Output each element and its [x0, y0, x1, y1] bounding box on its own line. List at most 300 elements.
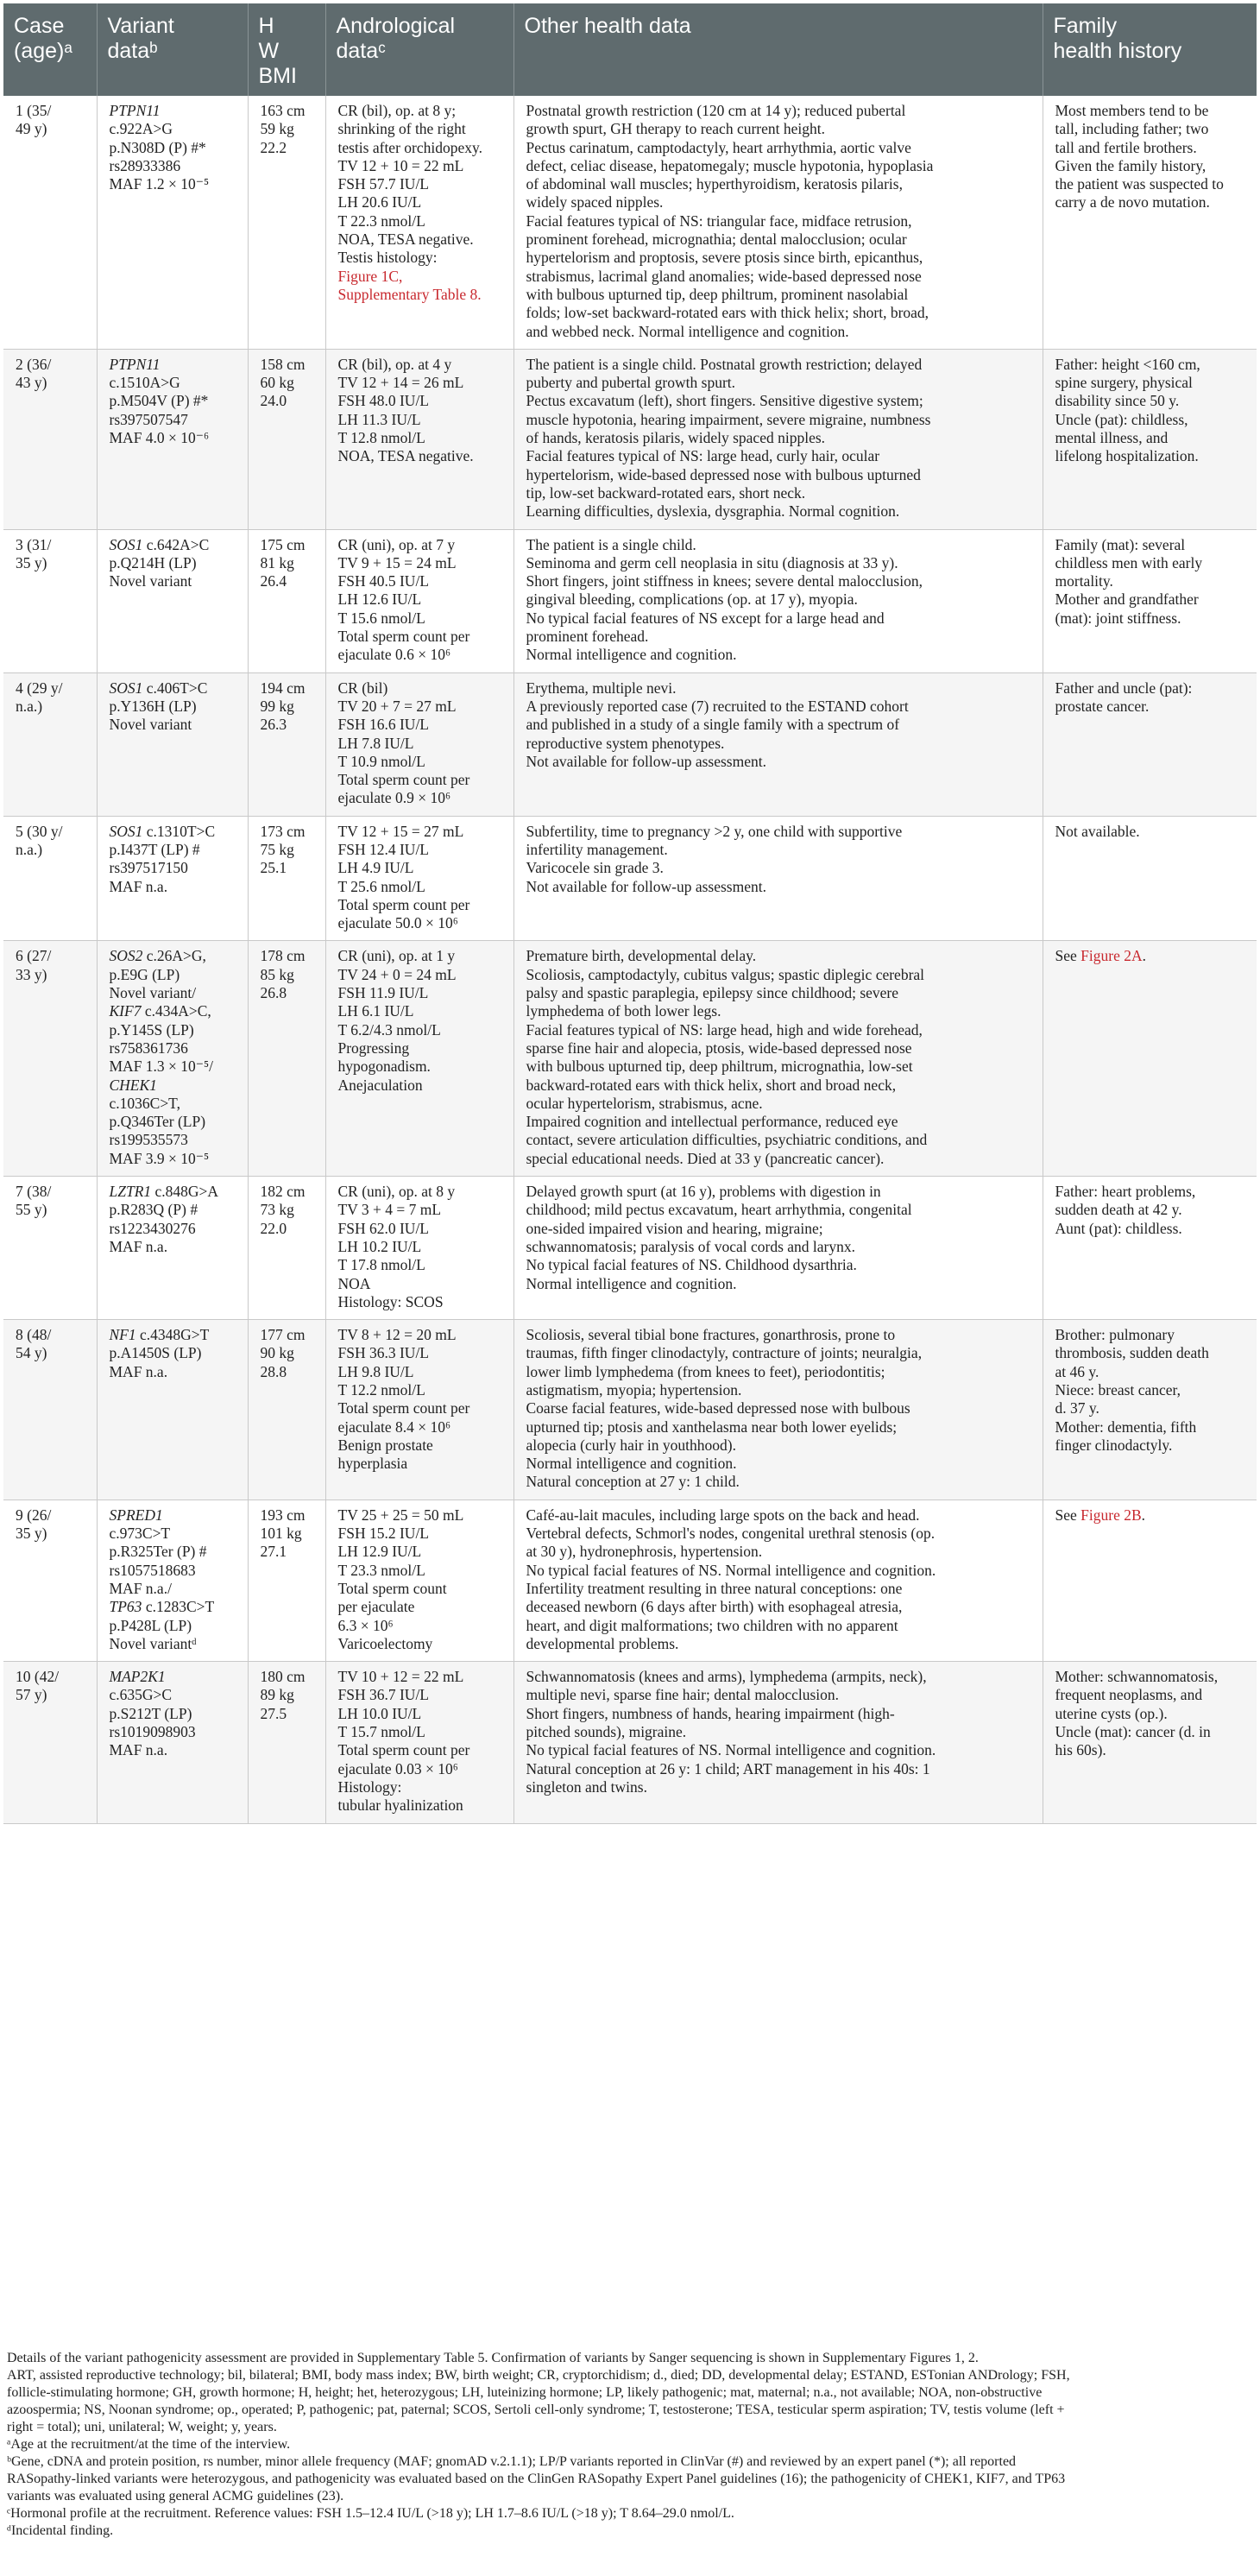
reference-link[interactable]: Supplementary Table 8. [337, 285, 482, 303]
cell-line: TV 25 + 25 = 50 mL [337, 1506, 464, 1524]
cell-andro [325, 1177, 513, 1320]
cell-line: ejaculate 50.0 × 10⁶ [337, 914, 458, 932]
cell-line: puberty and pubertal growth spurt. [526, 374, 736, 392]
cell-line: FSH 62.0 IU/L [337, 1219, 429, 1237]
cell-family [1043, 529, 1257, 672]
cell-line: NOA, TESA negative. [337, 447, 474, 465]
cell-line: disability since 50 y. [1055, 392, 1180, 410]
cell-line: astigmatism, myopia; hypertension. [526, 1381, 742, 1398]
cell-line: Coarse facial features, wide-based depressed nose with bulbous [526, 1399, 910, 1417]
cell-line: p.A1450S (LP) [109, 1344, 202, 1362]
cell-line: ejaculate 0.03 × 10⁶ [337, 1759, 458, 1777]
header-line: dataᶜ [336, 39, 387, 63]
cell-line: SOS1 c.642A>C [109, 535, 210, 553]
cell-case [3, 349, 97, 529]
footnote-line: ᵃAge at the recruitment/at the time of the interview. [7, 2437, 291, 2452]
cell-line: 33 y) [16, 965, 47, 983]
cell-line: TV 12 + 14 = 26 mL [337, 374, 464, 392]
cell-line: Progressing [337, 1039, 410, 1057]
cell-line: Natural conception at 27 y: 1 child. [526, 1473, 740, 1491]
table-row [3, 1177, 1257, 1320]
cell-line: 182 cm [260, 1183, 306, 1201]
cell-family [1043, 1177, 1257, 1320]
cell-line: 57 y) [16, 1686, 47, 1704]
cell-line: 73 kg [260, 1201, 294, 1219]
cell-line: 175 cm [260, 535, 306, 553]
cell-andro [325, 941, 513, 1177]
cell-line: Total sperm count per [337, 1399, 470, 1417]
cell-line: backward-rotated ears with thick helix, short and broad neck, [526, 1076, 897, 1094]
cell-line: Novel variantᵈ [109, 1634, 197, 1652]
cell-line: hypertelorism, wide-based depressed nose with bulbous upturned [526, 465, 921, 483]
header-line: health history [1053, 39, 1182, 63]
cell-line: heart, and digit malformations; two children with no apparent [526, 1616, 898, 1634]
table-row [3, 1320, 1257, 1500]
reference-link[interactable]: Figure 1C, [337, 267, 403, 285]
cell-line: SOS2 c.26A>G, [109, 947, 206, 965]
cell-line: Vertebral defects, Schmorl's nodes, congenital urethral stenosis (op. [526, 1525, 936, 1543]
cell-andro [325, 529, 513, 672]
cell-line: traumas, fifth finger clinodactyly, contracture of joints; neuralgia, [526, 1344, 923, 1362]
cell-line: sparse fine hair and alopecia, ptosis, wide-based depressed nose [526, 1039, 912, 1057]
footnote-line: right = total); uni, unilateral; W, weight; y, years. [7, 2420, 277, 2434]
cell-line: Novel variant/ [109, 984, 197, 1002]
header-case [3, 3, 97, 96]
cell-line: T 12.8 nmol/L [337, 429, 425, 447]
cell-variant [97, 529, 248, 672]
cell-family [1043, 96, 1257, 349]
cell-line: Anejaculation [337, 1076, 423, 1094]
cell-line: 35 y) [16, 1525, 47, 1543]
cell-line: FSH 12.4 IU/L [337, 840, 429, 858]
cell-line: hypogonadism. [337, 1058, 431, 1076]
cell-line: Café-au-lait macules, including large spots on the back and head. [526, 1506, 920, 1524]
cell-line: pitched sounds), migraine. [526, 1723, 687, 1741]
cell-line: 55 y) [16, 1201, 47, 1219]
cell-line: ejaculate 0.6 × 10⁶ [337, 646, 451, 664]
cell-family [1043, 941, 1257, 1177]
cell-line: MAF n.a. [109, 1741, 168, 1759]
cell-line: CR (uni), op. at 7 y [337, 535, 456, 553]
cell-andro [325, 816, 513, 941]
cell-line: rs1057518683 [109, 1561, 196, 1579]
clinical-table [3, 3, 1257, 1824]
cell-family [1043, 1320, 1257, 1500]
cell-line: growth spurt, GH therapy to reach current height. [526, 120, 825, 138]
cell-line: TV 12 + 15 = 27 mL [337, 822, 464, 840]
cell-line: Total sperm count per [337, 771, 470, 789]
cell-line: Benign prostate [337, 1436, 433, 1454]
cell-line: No typical facial features of NS. Normal intelligence and cognition. [526, 1561, 936, 1579]
cell-line: Pectus carinatum, camptodactyly, heart arrhythmia, aortic valve [526, 138, 911, 156]
cell-line: c.922A>G [109, 120, 173, 138]
cell-line: SOS1 c.1310T>C [109, 822, 216, 840]
cell-line: No typical facial features of NS. Normal intelligence and cognition. [526, 1741, 936, 1759]
cell-line: testis after orchidopexy. [337, 138, 482, 156]
cell-line: PTPN11 [109, 102, 161, 119]
cell-line: uterine cysts (op.). [1055, 1704, 1168, 1722]
cell-line: Not available for follow-up assessment. [526, 752, 766, 770]
cell-line: 4 (29 y/ [16, 679, 63, 697]
cell-hwbmi [248, 96, 325, 349]
cell-line: LH 20.6 IU/L [337, 193, 422, 212]
cell-line: 25.1 [260, 859, 287, 877]
figure-link[interactable]: Figure 2B [1080, 1506, 1142, 1524]
header-line: Variant [107, 14, 174, 38]
cell-other [513, 529, 1043, 672]
cell-andro [325, 1320, 513, 1500]
cell-hwbmi [248, 672, 325, 816]
footnote-line: Details of the variant pathogenicity assessment are provided in Supplementary Table 5. Confirmation of variants by Sanger sequencing is shown in Supplementary Figures 1, 2. [7, 2351, 979, 2365]
cell-line: Total sperm count [337, 1579, 447, 1597]
footnote-line: ᵇGene, cDNA and protein position, rs number, minor allele frequency (MAF; gnomAD v.2.1.1); LP/P variants reported in ClinVar (#) and reviewed by an expert panel (*); all reported [7, 2454, 1017, 2469]
footnote-line: variants was evaluated using general ACMG guidelines (23). [7, 2489, 344, 2503]
cell-line: Delayed growth spurt (at 16 y), problems with digestion in [526, 1183, 881, 1201]
cell-line: MAF n.a. [109, 1237, 168, 1255]
cell-line: Subfertility, time to pregnancy >2 y, one child with supportive [526, 822, 903, 840]
cell-hwbmi [248, 529, 325, 672]
cell-line: with bulbous upturned tip, deep philtrum, prominent nasolabial [526, 285, 909, 303]
cell-line: T 15.7 nmol/L [337, 1723, 425, 1741]
cell-line: 27.5 [260, 1704, 287, 1722]
cell-line: Learning difficulties, dyslexia, dysgraphia. Normal cognition. [526, 502, 900, 521]
cell-line: CR (uni), op. at 8 y [337, 1183, 456, 1201]
cell-line: rs1223430276 [109, 1219, 196, 1237]
cell-line: Short fingers, numbness of hands, hearing impairment (high- [526, 1704, 895, 1722]
cell-other [513, 672, 1043, 816]
cell-case [3, 672, 97, 816]
cell-line: of hands, keratosis pilaris, widely spaced nipples. [526, 429, 826, 447]
cell-line: p.Q214H (LP) [109, 553, 197, 571]
cell-line: alopecia (curly hair in youthhood). [526, 1436, 736, 1454]
cell-line: rs758361736 [109, 1039, 188, 1057]
cell-line: Novel variant [109, 572, 192, 590]
cell-line: 24.0 [260, 392, 287, 410]
header-line: Andrological [336, 14, 456, 38]
cell-line: 35 y) [16, 553, 47, 571]
cell-line: 6.3 × 10⁶ [337, 1616, 394, 1634]
cell-line: Varicocele sin grade 3. [526, 859, 664, 877]
cell-line: schwannomatosis; paralysis of vocal cords and larynx. [526, 1237, 856, 1255]
cell-line: CHEK1 [109, 1076, 157, 1094]
cell-line: Normal intelligence and cognition. [526, 1455, 737, 1473]
cell-family [1043, 349, 1257, 529]
cell-case [3, 941, 97, 1177]
cell-line: T 6.2/4.3 nmol/L [337, 1020, 441, 1039]
cell-line: CR (uni), op. at 1 y [337, 947, 456, 965]
table-header-row [3, 3, 1257, 96]
cell-family [1043, 672, 1257, 816]
cell-case [3, 1320, 97, 1500]
cell-line: n.a.) [16, 697, 43, 715]
cell-line: mental illness, and [1055, 429, 1169, 447]
cell-line: MAF 3.9 × 10⁻⁵ [109, 1149, 210, 1167]
cell-family [1043, 1662, 1257, 1823]
figure-link[interactable]: Figure 2A [1080, 947, 1143, 965]
cell-andro [325, 1662, 513, 1823]
cell-line: MAF n.a. [109, 1362, 168, 1380]
cell-line: p.Y136H (LP) [109, 697, 197, 715]
cell-line: CR (bil) [337, 679, 388, 697]
cell-line: T 10.9 nmol/L [337, 752, 425, 770]
cell-line: Mother: schwannomatosis, [1055, 1668, 1219, 1686]
cell-line: FSH 57.7 IU/L [337, 175, 429, 193]
cell-line: Mother and grandfather [1055, 590, 1199, 609]
footnote-line: RASopathy-linked variants were heterozygous, and pathogenicity was evaluated based on the ClinGen RASopathy Expert Panel guidelines (16); the pathogenicity of CHEK1, KIF7, and TP63 [7, 2472, 1066, 2486]
cell-line: p.S212T (LP) [109, 1704, 192, 1722]
cell-line: 180 cm [260, 1668, 306, 1686]
cell-hwbmi [248, 816, 325, 941]
cell-line: 193 cm [260, 1506, 306, 1524]
cell-line: MAF 1.2 × 10⁻⁵ [109, 175, 210, 193]
cell-line: upturned tip; ptosis and xanthelasma near both lower eyelids; [526, 1417, 898, 1436]
cell-line: Normal intelligence and cognition. [526, 646, 737, 664]
footnote-line: ᶜHormonal profile at the recruitment. Reference values: FSH 1.5–12.4 IU/L (>18 y); LH 1.7–8.6 IU/L (>18 y); T 8.64–29.0 nmol/L. [7, 2506, 734, 2521]
cell-variant [97, 96, 248, 349]
cell-line: No typical facial features of NS. Childhood dysarthria. [526, 1256, 857, 1274]
cell-line: Scoliosis, several tibial bone fractures, gonarthrosis, prone to [526, 1326, 896, 1344]
cell-line: c.1036C>T, [109, 1094, 180, 1112]
cell-line: FSH 48.0 IU/L [337, 392, 429, 410]
cell-line: prominent forehead, micrognathia; dental malocclusion; ocular [526, 230, 907, 249]
cell-hwbmi [248, 1177, 325, 1320]
header-line: (age)ᵃ [14, 39, 72, 63]
cell-line: Total sperm count per [337, 895, 470, 913]
cell-line: Family (mat): several [1055, 535, 1186, 553]
cell-line: SPRED1 [109, 1506, 163, 1524]
cell-hwbmi [248, 1320, 325, 1500]
cell-line: MAF 4.0 × 10⁻⁶ [109, 429, 210, 447]
cell-andro [325, 96, 513, 349]
header-line: Family [1053, 14, 1118, 38]
table-body [3, 96, 1257, 1823]
footnote-line: follicle-stimulating hormone; GH, growth hormone; H, height; het, heterozygous; LH, luteinizing hormone; LP, likely pathogenic; mat, maternal; n.a., not available; NOA, non-obstructive [7, 2385, 1043, 2400]
cell-line: A previously reported case (7) recruited to the ESTAND cohort [526, 697, 909, 715]
cell-line: developmental problems. [526, 1634, 679, 1652]
cell-line: his 60s). [1055, 1741, 1106, 1759]
cell-line: p.R283Q (P) # [109, 1201, 198, 1219]
cell-line: KIF7 c.434A>C, [109, 1002, 211, 1020]
cell-line: TP63 c.1283C>T [109, 1598, 215, 1616]
cell-line: p.R325Ter (P) # [109, 1543, 207, 1561]
cell-line: Premature birth, developmental delay. [526, 947, 757, 965]
cell-hwbmi [248, 941, 325, 1177]
cell-variant [97, 816, 248, 941]
cell-line: Erythema, multiple nevi. [526, 679, 677, 697]
cell-line: p.Q346Ter (LP) [109, 1113, 206, 1131]
cell-line: 28.8 [260, 1362, 287, 1380]
cell-line: Infertility treatment resulting in three natural conceptions: one [526, 1579, 903, 1597]
cell-line: 7 (38/ [16, 1183, 52, 1201]
cell-variant [97, 349, 248, 529]
cell-andro [325, 672, 513, 816]
cell-line: Father and uncle (pat): [1055, 679, 1193, 697]
cell-line: (mat): joint stiffness. [1055, 609, 1181, 627]
cell-line: sudden death at 42 y. [1055, 1201, 1182, 1219]
cell-line: Scoliosis, camptodactyly, cubitus valgus; spastic diplegic cerebral [526, 965, 925, 983]
cell-line: d. 37 y. [1055, 1399, 1099, 1417]
cell-family [1043, 1500, 1257, 1661]
cell-line: 177 cm [260, 1326, 306, 1344]
cell-line: TV 24 + 0 = 24 mL [337, 965, 457, 983]
cell-line: 173 cm [260, 822, 306, 840]
cell-line: 2 (36/ [16, 355, 52, 373]
cell-line: childhood; mild pectus excavatum, heart arrhythmia, congenital [526, 1201, 912, 1219]
cell-line: p.I437T (LP) # [109, 840, 200, 858]
cell-line: Uncle (pat): childless, [1055, 410, 1188, 428]
cell-line: 49 y) [16, 120, 47, 138]
cell-other [513, 1177, 1043, 1320]
cell-line: FSH 11.9 IU/L [337, 984, 429, 1002]
cell-hwbmi [248, 1662, 325, 1823]
cell-line: Short fingers, joint stiffness in knees; severe dental malocclusion, [526, 572, 923, 590]
cell-line: Histology: [337, 1777, 402, 1796]
cell-line: LH 4.9 IU/L [337, 859, 414, 877]
cell-line: LH 6.1 IU/L [337, 1002, 414, 1020]
table-row [3, 1662, 1257, 1823]
table-row [3, 672, 1257, 816]
cell-hwbmi [248, 349, 325, 529]
cell-hwbmi [248, 1500, 325, 1661]
cell-line: rs1019098903 [109, 1723, 196, 1741]
cell-line: p.E9G (LP) [109, 965, 180, 983]
cell-line: p.N308D (P) #* [109, 138, 206, 156]
header-other [513, 3, 1043, 96]
cell-line: T 15.6 nmol/L [337, 609, 425, 627]
cell-line: finger clinodactyly. [1055, 1436, 1173, 1454]
cell-case [3, 96, 97, 349]
cell-line: carry a de novo mutation. [1055, 193, 1210, 212]
cell-line: ejaculate 0.9 × 10⁶ [337, 789, 451, 807]
cell-line: per ejaculate [337, 1598, 415, 1616]
header-line: dataᵇ [107, 39, 158, 63]
cell-line: 3 (31/ [16, 535, 52, 553]
cell-line: rs28933386 [109, 156, 181, 174]
cell-line: 54 y) [16, 1344, 47, 1362]
cell-line: FSH 36.3 IU/L [337, 1344, 429, 1362]
cell-case [3, 1662, 97, 1823]
cell-line: LZTR1 c.848G>A [109, 1183, 219, 1201]
cell-line: LH 7.8 IU/L [337, 734, 414, 752]
cell-line: 89 kg [260, 1686, 294, 1704]
cell-line: PTPN11 [109, 355, 161, 373]
cell-line: TV 12 + 10 = 22 mL [337, 156, 464, 174]
header-line: H [258, 14, 274, 38]
cell-line: tall and fertile brothers. [1055, 138, 1197, 156]
cell-line: LH 11.3 IU/L [337, 410, 421, 428]
cell-line: 85 kg [260, 965, 294, 983]
cell-line: ejaculate 8.4 × 10⁶ [337, 1417, 451, 1436]
table-footnotes [7, 2350, 1255, 2540]
cell-line: strabismus, lacrimal gland anomalies; wide-based depressed nose [526, 267, 922, 285]
header-line: BMI [258, 64, 297, 88]
footnote-line: ᵈIncidental finding. [7, 2523, 114, 2538]
cell-line: NOA, TESA negative. [337, 230, 474, 249]
cell-line: reproductive system phenotypes. [526, 734, 725, 752]
cell-line: childless men with early [1055, 553, 1203, 571]
cell-family [1043, 816, 1257, 941]
cell-line: 5 (30 y/ [16, 822, 63, 840]
cell-line: FSH 16.6 IU/L [337, 716, 429, 734]
cell-line: NF1 c.4348G>T [109, 1326, 210, 1344]
cell-other [513, 1662, 1043, 1823]
cell-line: 9 (26/ [16, 1506, 52, 1524]
cell-other [513, 349, 1043, 529]
cell-line: T 17.8 nmol/L [337, 1256, 425, 1274]
cell-line: Schwannomatosis (knees and arms), lymphedema (armpits, neck), [526, 1668, 927, 1686]
cell-line: thrombosis, sudden death [1055, 1344, 1209, 1362]
cell-line: TV 10 + 12 = 22 mL [337, 1668, 464, 1686]
table-row [3, 941, 1257, 1177]
cell-variant [97, 941, 248, 1177]
cell-line: T 25.6 nmol/L [337, 877, 425, 895]
cell-line: c.1510A>G [109, 374, 180, 392]
cell-line: LH 12.6 IU/L [337, 590, 422, 609]
cell-line: Impaired cognition and intellectual performance, reduced eye [526, 1113, 898, 1131]
cell-line: with bulbous upturned tip, deep philtrum, micrognathia, low-set [526, 1058, 913, 1076]
cell-line: 59 kg [260, 120, 294, 138]
cell-line: p.Y145S (LP) [109, 1020, 194, 1039]
cell-line: p.P428L (LP) [109, 1616, 192, 1634]
cell-line: TV 9 + 15 = 24 mL [337, 553, 457, 571]
cell-line: TV 3 + 4 = 7 mL [337, 1201, 442, 1219]
cell-line: Brother: pulmonary [1055, 1326, 1175, 1344]
cell-line: 26.3 [260, 716, 287, 734]
cell-line: c.973C>T [109, 1525, 171, 1543]
table-row [3, 529, 1257, 672]
cell-case [3, 1500, 97, 1661]
cell-line: the patient was suspected to [1055, 175, 1224, 193]
cell-line: TV 20 + 7 = 27 mL [337, 697, 457, 715]
cell-line: rs397517150 [109, 859, 188, 877]
cell-line: FSH 36.7 IU/L [337, 1686, 429, 1704]
cell-line: muscle hypotonia, hearing impairment, severe migraine, numbness [526, 410, 931, 428]
cell-line: special educational needs. Died at 33 y (pancreatic cancer). [526, 1149, 885, 1167]
cell-line: Father: heart problems, [1055, 1183, 1196, 1201]
cell-line: ocular hypertelorism, strabismus, acne. [526, 1094, 763, 1112]
header-variant [97, 3, 248, 96]
cell-variant [97, 1662, 248, 1823]
cell-line: Testis histology: [337, 249, 438, 267]
cell-other [513, 1320, 1043, 1500]
footnote-line: ART, assisted reproductive technology; bil, bilateral; BMI, body mass index; BW, birth weight; CR, cryptorchidism; d., died; DD, developmental delay; ESTAND, ESTonian ANDrology; FSH, [7, 2368, 1070, 2383]
cell-line: Facial features typical of NS: large head, high and wide forehead, [526, 1020, 923, 1039]
cell-line: defect, celiac disease, hepatomegaly; muscle hypotonia, hypoplasia [526, 156, 934, 174]
cell-line: Father: height <160 cm, [1055, 355, 1200, 373]
cell-line: 194 cm [260, 679, 306, 697]
cell-line: 43 y) [16, 374, 47, 392]
table-row [3, 96, 1257, 349]
cell-line: TV 8 + 12 = 20 mL [337, 1326, 457, 1344]
cell-line: 163 cm [260, 102, 306, 119]
cell-line: MAF n.a. [109, 877, 168, 895]
cell-line: The patient is a single child. [526, 535, 696, 553]
cell-line: Natural conception at 26 y: 1 child; ART management in his 40s: 1 [526, 1759, 930, 1777]
cell-case [3, 816, 97, 941]
cell-line: MAP2K1 [109, 1668, 166, 1686]
cell-line: contact, severe articulation difficulties, psychiatric conditions, and [526, 1131, 928, 1149]
header-line: W [258, 39, 280, 63]
cell-line: spine surgery, physical [1055, 374, 1193, 392]
cell-line: NOA [337, 1274, 371, 1292]
cell-line: Varicoelectomy [337, 1634, 433, 1652]
cell-line: folds; low-set backward-rotated ears with thick helix; short, broad, [526, 304, 929, 322]
cell-line: FSH 15.2 IU/L [337, 1525, 429, 1543]
cell-line: infertility management. [526, 840, 668, 858]
cell-line: 26.4 [260, 572, 287, 590]
cell-line: 60 kg [260, 374, 294, 392]
cell-line: singleton and twins. [526, 1777, 647, 1796]
